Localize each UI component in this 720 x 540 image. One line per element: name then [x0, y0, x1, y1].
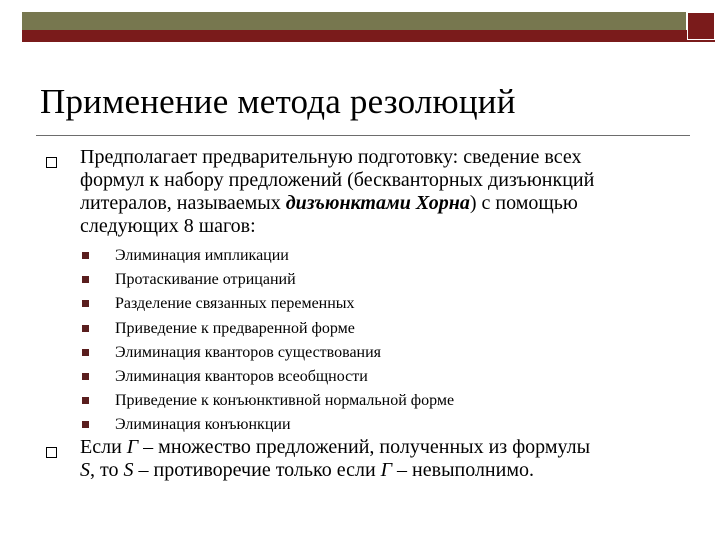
- horn-clauses-term: дизъюнктами Хорна: [285, 192, 470, 214]
- slide-title: Применение метода резолюций: [40, 82, 516, 121]
- square-bullet-icon: [82, 349, 89, 356]
- step-label: Приведение к конъюнктивной нормальной форме: [115, 392, 455, 410]
- square-bullet-icon: [82, 421, 89, 428]
- square-bullet-icon: [82, 252, 89, 259]
- bullet-line: [80, 459, 710, 482]
- bullet-line: Предполагает предварительную подготовку: сведение всех: [80, 146, 582, 168]
- step-label: Элиминация импликации: [115, 247, 289, 264]
- bullet-preparation-text: [80, 146, 710, 238]
- header-bar-maroon: [22, 30, 715, 42]
- text-fragment: – противоречие только если: [133, 459, 381, 481]
- square-bullet-icon: [82, 373, 89, 380]
- hollow-square-bullet-icon: [46, 447, 57, 458]
- step-label: Приведение к предваренной форме: [115, 319, 355, 337]
- text-fragment: литералов, называемых: [80, 192, 286, 214]
- bullet-line: формул к набору предложений (бескванторных дизъюнкций: [80, 169, 595, 191]
- step-label: Элиминация кванторов всеобщности: [115, 367, 368, 385]
- step-label: Элиминация кванторов существования: [115, 343, 382, 361]
- gamma-symbol: Г: [126, 436, 139, 458]
- bullet-line: следующих 8 шагов:: [80, 215, 256, 237]
- gamma-symbol: Г: [380, 459, 393, 481]
- s-symbol: S: [123, 459, 134, 481]
- step-label: Элиминация конъюнкции: [115, 416, 291, 434]
- step-label: Разделение связанных переменных: [115, 295, 355, 313]
- hollow-square-bullet-icon: [46, 157, 57, 168]
- text-fragment: , то: [90, 459, 124, 481]
- square-bullet-icon: [82, 300, 89, 307]
- text-fragment: ) с помощью: [469, 192, 578, 214]
- square-bullet-icon: [82, 276, 89, 283]
- step-label: Протаскивание отрицаний: [115, 271, 296, 289]
- corner-square-decoration: [687, 12, 715, 40]
- square-bullet-icon: [82, 325, 89, 332]
- header-bar-olive: [22, 12, 686, 30]
- bullet-contradiction-text: [80, 436, 710, 482]
- s-symbol: S: [80, 459, 90, 481]
- text-fragment: Если: [80, 436, 127, 458]
- text-fragment: – множество предложений, полученных из формулы: [138, 436, 591, 458]
- square-bullet-icon: [82, 397, 89, 404]
- bullet-line: [80, 192, 710, 215]
- bullet-line: [80, 436, 710, 459]
- text-fragment: – невыполнимо.: [392, 459, 534, 481]
- title-divider: [36, 135, 690, 136]
